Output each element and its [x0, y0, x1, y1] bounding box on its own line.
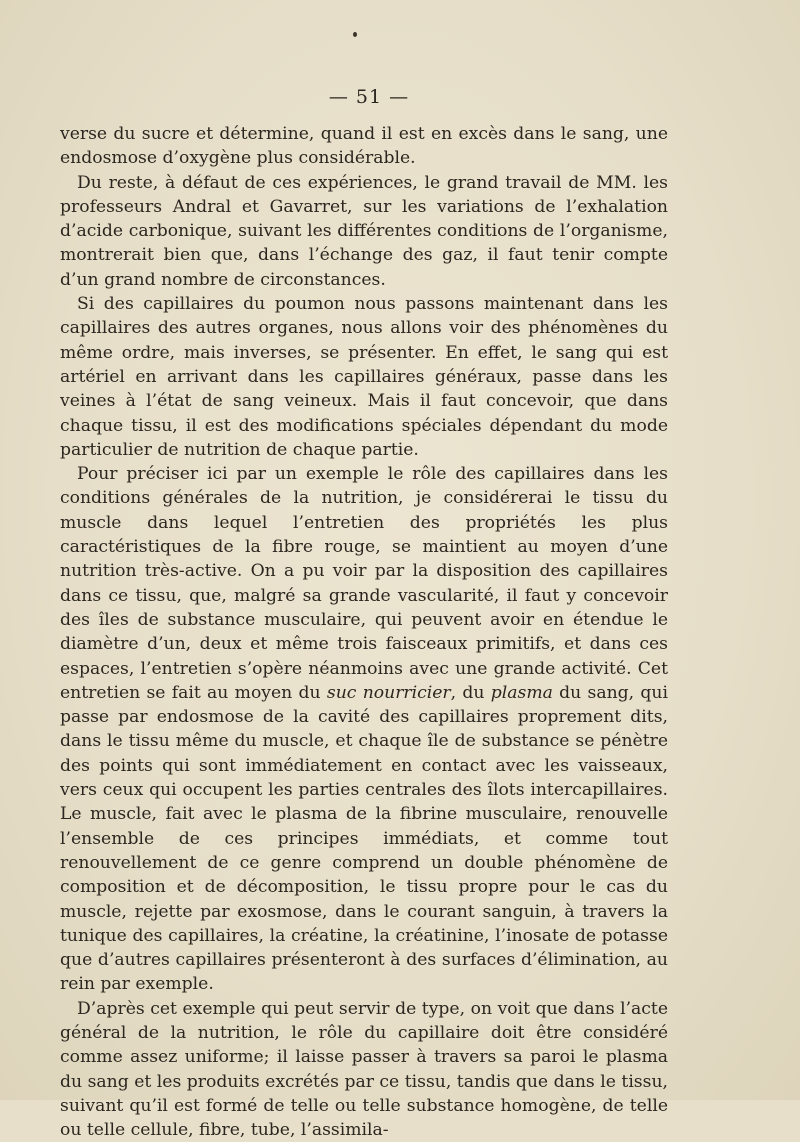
- paragraph-5: D’après cet exemple qui peut servir de type, on voit que dans l’acte général de la nutrition, le rôle du capillaire doit être considéré comme assez uniforme; il laisse passer à travers sa paroi le plasma du sang et les produits excrétés par ce tissu, tandis que dans le tissu, suivant qu’il est formé de telle ou telle substance homogène, de telle ou telle cellule, fibre, tube, l’assimila-: [60, 998, 668, 1141]
- paragraph-4: [60, 462, 668, 997]
- paragraph-4-text-a: Pour préciser ici par un exemple le rôle des capillaires dans les conditions générales de la nutrition, je considérerai le tissu du muscle dans lequel l’entretien des propriétés les plus caractéristiques de la fibre rouge, se maintient au moyen d’une nutrition très-active. On a pu voir par la disposition des capillaires dans ce tissu, que, malgré sa grande vascularité, il faut y concevoir des îles de substance musculaire, qui peuvent avoir en étendue le diamètre d’un, deux et même trois faisceaux primitifs, et dans ces espaces, l’entretien s’opère néanmoins avec une grande activité. Cet entretien se fait au moyen du: [60, 464, 668, 703]
- paragraph-3: Si des capillaires du poumon nous passons maintenant dans les capillaires des autres organes, nous allons voir des phénomènes du même ordre, mais inverses, se présenter. En effet, le sang qui est artériel en arrivant dans les capillaires généraux, passe dans les veines à l’état de sang veineux. Mais il faut concevoir, que dans chaque tissu, il est des modifications spéciales dépendant du mode particulier de nutrition de chaque partie.: [60, 294, 668, 460]
- paragraph-1: verse du sucre et détermine, quand il est en excès dans le sang, une endosmose d’oxygène plus considérable.: [60, 124, 668, 169]
- paragraph-2: Du reste, à défaut de ces expériences, le grand travail de MM. les professeurs Andral et Gavarret, sur les variations de l’exhalation d’acide carbonique, suivant les différentes conditions de l’organisme, montrerait bien que, dans l’échange des gaz, il faut tenir compte d’un grand nombre de circonstances.: [60, 172, 668, 290]
- ink-speck: [353, 32, 357, 37]
- paragraph-4-text-b: , du: [450, 682, 491, 703]
- page-number: — 51 —: [328, 86, 410, 108]
- paragraph-4-text-c: du sang, qui passe par endosmose de la cavité des capillaires proprement dits, dans le tissu même du muscle, et chaque île de substance se pénètre des points qui sont immédiatement en contact avec les vaisseaux, vers ceux qui occupent les parties centrales des îlots intercapillaires. Le muscle, fait avec le plasma de la fibrine musculaire, renouvelle l’ensemble de ces principes immédiats, et comme tout renouvellement de ce genre comprend un double phénomène de composition et de décomposition, le tissu propre pour le cas du muscle, rejette par exosmose, dans le courant sanguin, à travers la tunique des capillaires, la créatine, la créatinine, l’inosate de potasse que d’autres capillaires présenteront à des surfaces d’élimination, au rein par exemple.: [60, 682, 669, 995]
- italic-plasma: plasma: [490, 682, 553, 703]
- italic-suc-nourricier: suc nourricier: [326, 682, 451, 703]
- body-text: [60, 122, 668, 1142]
